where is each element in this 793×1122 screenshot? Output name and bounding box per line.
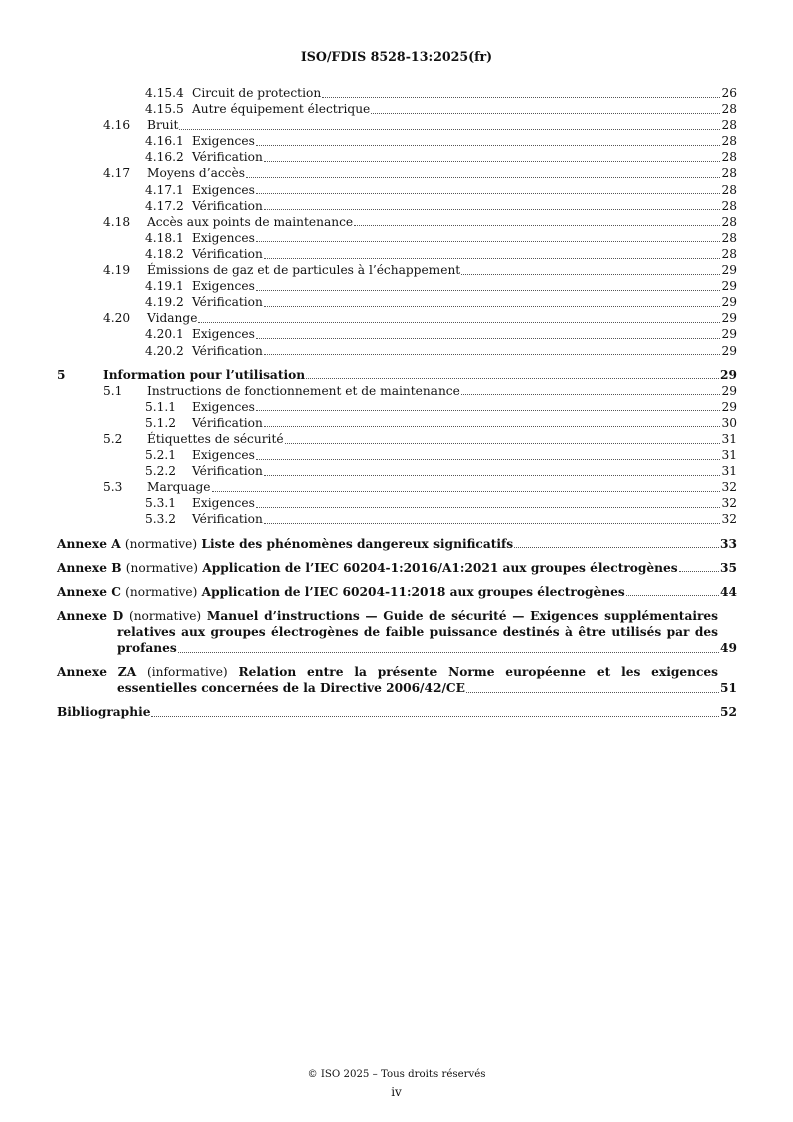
toc-entry-5-2-1[interactable]: [57, 447, 737, 463]
toc-entry-page: 29: [721, 343, 737, 358]
dot-leader: [256, 410, 721, 411]
toc-entry-4-20[interactable]: [57, 310, 737, 326]
toc-entry-title: Exigences: [192, 327, 255, 342]
toc-entry-5-2[interactable]: [57, 431, 737, 447]
toc-entry-number: 5.1.2: [145, 415, 177, 430]
dot-leader: [178, 652, 719, 653]
toc-entry-title: Autre équipement électrique: [192, 102, 371, 117]
toc-entry-4-18[interactable]: [57, 214, 737, 230]
toc-annex-c[interactable]: [57, 584, 737, 600]
toc-entry-page: 28: [721, 198, 737, 213]
toc-entry-5-3-1[interactable]: [57, 495, 737, 511]
dot-leader: [679, 571, 719, 572]
toc-entry-title: Exigences: [192, 496, 255, 511]
toc-entry-page: 44: [720, 584, 737, 599]
toc-entry-number: 4.16.1: [145, 134, 184, 149]
dot-leader: [306, 378, 719, 379]
toc-entry-title: Vérification: [192, 150, 263, 165]
toc-entry-number: 5.2: [103, 431, 123, 446]
toc-entry-page: 51: [720, 681, 737, 696]
toc-entry-5-2-2[interactable]: [57, 463, 737, 479]
toc-entry-number: 4.16: [103, 118, 131, 133]
toc-entry-page: 31: [721, 448, 737, 463]
toc-entry-4-16[interactable]: [57, 117, 737, 133]
toc-entry-4-19[interactable]: [57, 262, 737, 278]
toc-entry-page: 28: [721, 102, 737, 117]
toc-annex-za[interactable]: [57, 664, 737, 696]
toc-entry-4-15-5[interactable]: [57, 101, 737, 117]
toc-entry-title: Exigences: [192, 182, 255, 197]
dot-leader: [285, 443, 721, 444]
dot-leader: [461, 394, 721, 395]
dot-leader: [371, 113, 720, 114]
toc-entry-number: 4.20.1: [145, 327, 184, 342]
toc-entry-4-16-1[interactable]: [57, 133, 737, 149]
annex-title-last-line: [117, 640, 737, 656]
toc-entry-page: 28: [721, 118, 737, 133]
toc-entry-page: 28: [721, 150, 737, 165]
toc-entry-5-1[interactable]: [57, 383, 737, 399]
toc-entry-title: Vérification: [192, 415, 263, 430]
toc-entry-title: Vérification: [192, 198, 263, 213]
toc-entry-number: 4.19.2: [145, 295, 184, 310]
dot-leader: [264, 523, 721, 524]
toc-entry-4-20-2[interactable]: [57, 343, 737, 359]
toc-entry-page: 28: [721, 214, 737, 229]
annex-heading: [57, 536, 513, 552]
toc-entry-page: 29: [721, 263, 737, 278]
toc-entry-4-18-1[interactable]: [57, 230, 737, 246]
annex-label: Annexe D: [57, 608, 124, 623]
toc-entry-number: 4.17.2: [145, 198, 184, 213]
toc-entry-page: 35: [720, 560, 737, 575]
toc-entry-page: 31: [721, 464, 737, 479]
toc-entry-page: 29: [721, 383, 737, 398]
annex-heading: [57, 584, 625, 600]
toc-entry-page: 28: [721, 166, 737, 181]
toc-entry-number: 4.20: [103, 311, 131, 326]
toc-entry-number: 5.2.2: [145, 464, 177, 479]
toc-annex-d[interactable]: [57, 608, 737, 656]
toc-entry-title: Accès aux points de maintenance: [147, 214, 354, 229]
toc-entry-number: 5.2.1: [145, 448, 177, 463]
dot-leader: [626, 595, 719, 596]
dot-leader: [264, 306, 721, 307]
toc-entry-5-1-2[interactable]: [57, 415, 737, 431]
dot-leader: [264, 161, 721, 162]
dot-leader: [514, 547, 719, 548]
dot-leader: [461, 274, 720, 275]
toc-entry-page: 28: [721, 230, 737, 245]
annex-title-line: Relation entre la présente Norme européenne et les exigences: [238, 665, 718, 680]
toc-entry-title: Exigences: [192, 279, 255, 294]
annex-type: (normative): [125, 584, 198, 599]
toc-entry-4-18-2[interactable]: [57, 246, 737, 262]
table-of-contents: [57, 85, 737, 720]
toc-entry-number: 5.3.1: [145, 496, 177, 511]
toc-entry-title: Exigences: [192, 134, 255, 149]
toc-entry-page: 32: [721, 480, 737, 495]
toc-entry-4-16-2[interactable]: [57, 149, 737, 165]
toc-entry-5-1-1[interactable]: [57, 399, 737, 415]
toc-entry-title: Circuit de protection: [192, 86, 322, 100]
toc-entry-page: 29: [720, 367, 737, 382]
toc-entry-4-19-1[interactable]: [57, 278, 737, 294]
toc-entry-page: 26: [721, 86, 737, 100]
toc-entry-4-20-1[interactable]: [57, 326, 737, 342]
toc-entry-number: 5.1.1: [145, 399, 177, 414]
toc-entry-title: Étiquettes de sécurité: [147, 431, 284, 446]
toc-entry-5-3-2[interactable]: [57, 511, 737, 527]
toc-entry-page: 29: [721, 327, 737, 342]
toc-annex-a[interactable]: [57, 536, 737, 552]
toc-entry-number: 4.18: [103, 214, 131, 229]
toc-entry-page: 52: [720, 705, 737, 720]
annex-title: Application de l’IEC 60204-1:2016/A1:2021 aux groupes électrogènes: [202, 560, 678, 575]
toc-entry-page: 33: [720, 536, 737, 551]
toc-entry-title: Bruit: [147, 118, 179, 133]
toc-entry-title: Moyens d’accès: [147, 166, 245, 181]
annex-heading: [57, 608, 718, 624]
toc-entry-page: 32: [721, 512, 737, 527]
toc-entry-4-15-4[interactable]: [57, 85, 737, 101]
toc-entry-page: 31: [721, 431, 737, 446]
copyright-notice: © ISO 2025 – Tous droits réservés: [307, 1069, 486, 1080]
toc-entry-4-17-1[interactable]: [57, 182, 737, 198]
dot-leader: [256, 145, 721, 146]
toc-entry-page: 49: [720, 641, 737, 655]
annex-heading: [57, 560, 678, 576]
toc-entry-title: Exigences: [192, 448, 255, 463]
toc-entry-title: Bibliographie: [57, 705, 151, 720]
annex-title-line: profanes: [117, 641, 177, 655]
toc-bibliography[interactable]: [57, 704, 737, 720]
dot-leader: [256, 241, 721, 242]
toc-entry-title: Information pour l’utilisation: [103, 367, 306, 382]
document-header: ISO/FDIS 8528-13:2025(fr): [300, 49, 493, 64]
toc-entry-title: Vérification: [192, 343, 263, 358]
annex-type: (normative): [124, 536, 198, 551]
dot-leader: [256, 338, 721, 339]
dot-leader: [256, 193, 721, 194]
annex-label: Annexe C: [57, 584, 121, 599]
dot-leader: [256, 507, 721, 508]
annex-title-line: relatives aux groupes électrogènes de faible puissance destinés à être utilisés par des: [117, 624, 718, 639]
dot-leader: [264, 258, 721, 259]
toc-entry-number: 5.3: [103, 480, 123, 495]
dot-leader: [256, 459, 721, 460]
dot-leader: [246, 177, 721, 178]
toc-entry-number: 4.19.1: [145, 279, 184, 294]
toc-entry-title: Vérification: [192, 464, 263, 479]
toc-entry-number: 4.18.2: [145, 246, 184, 261]
annex-label: Annexe ZA: [57, 665, 137, 680]
toc-entry-number: 4.16.2: [145, 150, 184, 165]
toc-entry-page: 28: [721, 182, 737, 197]
annex-label: Annexe B: [57, 560, 122, 575]
annex-title: Liste des phénomènes dangereux significatifs: [201, 536, 514, 551]
toc-entry-page: 29: [721, 311, 737, 326]
toc-entry-number: 4.15.5: [145, 102, 184, 117]
dot-leader: [212, 491, 721, 492]
toc-entry-title: Vidange: [147, 311, 198, 326]
dot-leader: [354, 225, 720, 226]
dot-leader: [264, 354, 721, 355]
toc-entry-number: 4.18.1: [145, 230, 184, 245]
dot-leader: [264, 209, 721, 210]
toc-annex-b[interactable]: [57, 560, 737, 576]
toc-entry-4-17-2[interactable]: [57, 198, 737, 214]
toc-entry-page: 28: [721, 246, 737, 261]
toc-entry-number: 5.1: [103, 383, 123, 398]
annex-label: Annexe A: [57, 536, 121, 551]
toc-entry-number: 4.19: [103, 263, 131, 278]
toc-entry-title: Instructions de fonctionnement et de maintenance: [147, 383, 460, 398]
toc-entry-5[interactable]: [57, 367, 737, 383]
toc-entry-title: Exigences: [192, 230, 255, 245]
toc-entry-number: 4.17.1: [145, 182, 184, 197]
dot-leader: [466, 692, 719, 693]
toc-entry-number: 5.3.2: [145, 512, 177, 527]
dot-leader: [264, 426, 721, 427]
page-number: iv: [391, 1085, 402, 1099]
annex-title-last-line: [117, 680, 737, 696]
toc-entry-number: 4.15.4: [145, 86, 184, 100]
toc-entry-page: 29: [721, 295, 737, 310]
annex-type: (informative): [147, 665, 228, 680]
dot-leader: [256, 290, 721, 291]
dot-leader: [322, 97, 720, 98]
toc-entry-title: Marquage: [147, 480, 211, 495]
toc-entry-title: Émissions de gaz et de particules à l’échappement: [147, 263, 461, 278]
toc-entry-title: Vérification: [192, 295, 263, 310]
toc-entry-4-19-2[interactable]: [57, 294, 737, 310]
toc-entry-page: 32: [721, 496, 737, 511]
toc-entry-page: 29: [721, 399, 737, 414]
annex-heading: [57, 664, 718, 680]
dot-leader: [151, 716, 719, 717]
toc-entry-number: 5: [57, 367, 66, 382]
annex-title-line: essentielles concernées de la Directive 2006/42/CE: [117, 681, 465, 696]
annex-title-line: Manuel d’instructions — Guide de sécurité — Exigences supplémentaires: [206, 608, 719, 623]
toc-entry-5-3[interactable]: [57, 479, 737, 495]
dot-leader: [264, 475, 721, 476]
toc-entry-page: 30: [721, 415, 737, 430]
dot-leader: [198, 322, 720, 323]
toc-entry-page: 29: [721, 279, 737, 294]
dot-leader: [179, 129, 720, 130]
toc-entry-page: 28: [721, 134, 737, 149]
toc-entry-title: Vérification: [192, 246, 263, 261]
toc-entry-title: Exigences: [192, 399, 255, 414]
annex-type: (normative): [128, 608, 202, 623]
annex-title: Application de l’IEC 60204-11:2018 aux groupes électrogènes: [201, 584, 625, 599]
toc-entry-number: 4.17: [103, 166, 131, 181]
toc-entry-title: Vérification: [192, 512, 263, 527]
toc-entry-4-17[interactable]: [57, 165, 737, 181]
toc-entry-number: 4.20.2: [145, 343, 184, 358]
annex-type: (normative): [125, 560, 198, 575]
